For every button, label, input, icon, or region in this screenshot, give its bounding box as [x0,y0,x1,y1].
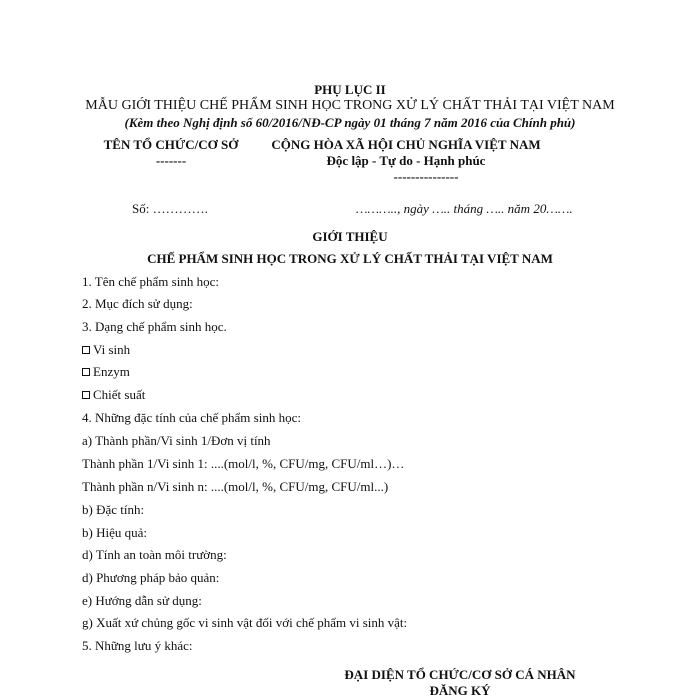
item-properties: b) Đặc tính: [82,502,145,517]
checkbox-label: Vi sinh [93,342,131,357]
item-composition-1: Thành phần 1/Vi sinh 1: ....(mol/l, %, CFU/mg, CFU/ml…)… [82,456,405,471]
form-title: MẪU GIỚI THIỆU CHẾ PHẨM SINH HỌC TRONG XỬ LÝ CHẤT THẢI TẠI VIỆT NAM [85,98,615,113]
org-name-label: TÊN TỔ CHỨC/CƠ SỞ [103,137,239,152]
item-origin: g) Xuất xứ chủng gốc vi sinh vật đối với chế phẩm vi sinh vật: [82,615,408,630]
checkbox-enzyme[interactable] [82,365,130,378]
checkbox-square-icon[interactable] [82,346,90,354]
checkbox-microbe[interactable] [82,343,130,356]
item-notes: 5. Những lưu ý khác: [82,638,193,653]
signature-subtitle: ĐĂNG KÝ [429,683,491,698]
document-date: ……….., ngày ….. tháng ….. năm 20……. [356,201,573,216]
item-form: 3. Dạng chế phẩm sinh học. [82,319,227,334]
nation-title: CỘNG HÒA XÃ HỘI CHỦ NGHĨA VIỆT NAM [271,137,541,152]
nation-underline: --------------- [393,169,459,184]
decree-note: (Kèm theo Nghị định số 60/2016/NĐ-CP ngày 01 tháng 7 năm 2016 của Chính phủ) [124,115,576,130]
checkbox-label: Enzym [93,364,130,379]
doc-title-line2: CHẾ PHẨM SINH HỌC TRONG XỬ LÝ CHẤT THẢI TẠI VIỆT NAM [147,251,553,266]
item-usage: e) Hướng dẫn sử dụng: [82,593,202,608]
doc-title-line1: GIỚI THIỆU [312,229,388,244]
org-underline: ------- [155,153,187,168]
item-composition-n: Thành phần n/Vi sinh n: ....(mol/l, %, CFU/mg, CFU/ml...) [82,479,389,494]
item-product-name: 1. Tên chế phẩm sinh học: [82,274,219,289]
nation-motto: Độc lập - Tự do - Hạnh phúc [326,153,486,168]
document-number: Số: …………. [132,201,208,216]
checkbox-extract[interactable] [82,388,145,401]
checkbox-square-icon[interactable] [82,391,90,399]
checkbox-label: Chiết suất [93,387,146,402]
item-preservation: d) Phương pháp bảo quản: [82,570,220,585]
item-composition: a) Thành phần/Vi sinh 1/Đơn vị tính [82,433,271,448]
item-env-safety: d) Tính an toàn môi trường: [82,547,227,562]
item-effectiveness: b) Hiệu quả: [82,525,147,540]
appendix-label: PHỤ LỤC II [314,82,386,97]
signature-title: ĐẠI DIỆN TỔ CHỨC/CƠ SỞ CÁ NHÂN [344,667,576,682]
item-characteristics: 4. Những đặc tính của chế phẩm sinh học: [82,410,301,425]
item-purpose: 2. Mục đích sử dụng: [82,296,193,311]
checkbox-square-icon[interactable] [82,368,90,376]
